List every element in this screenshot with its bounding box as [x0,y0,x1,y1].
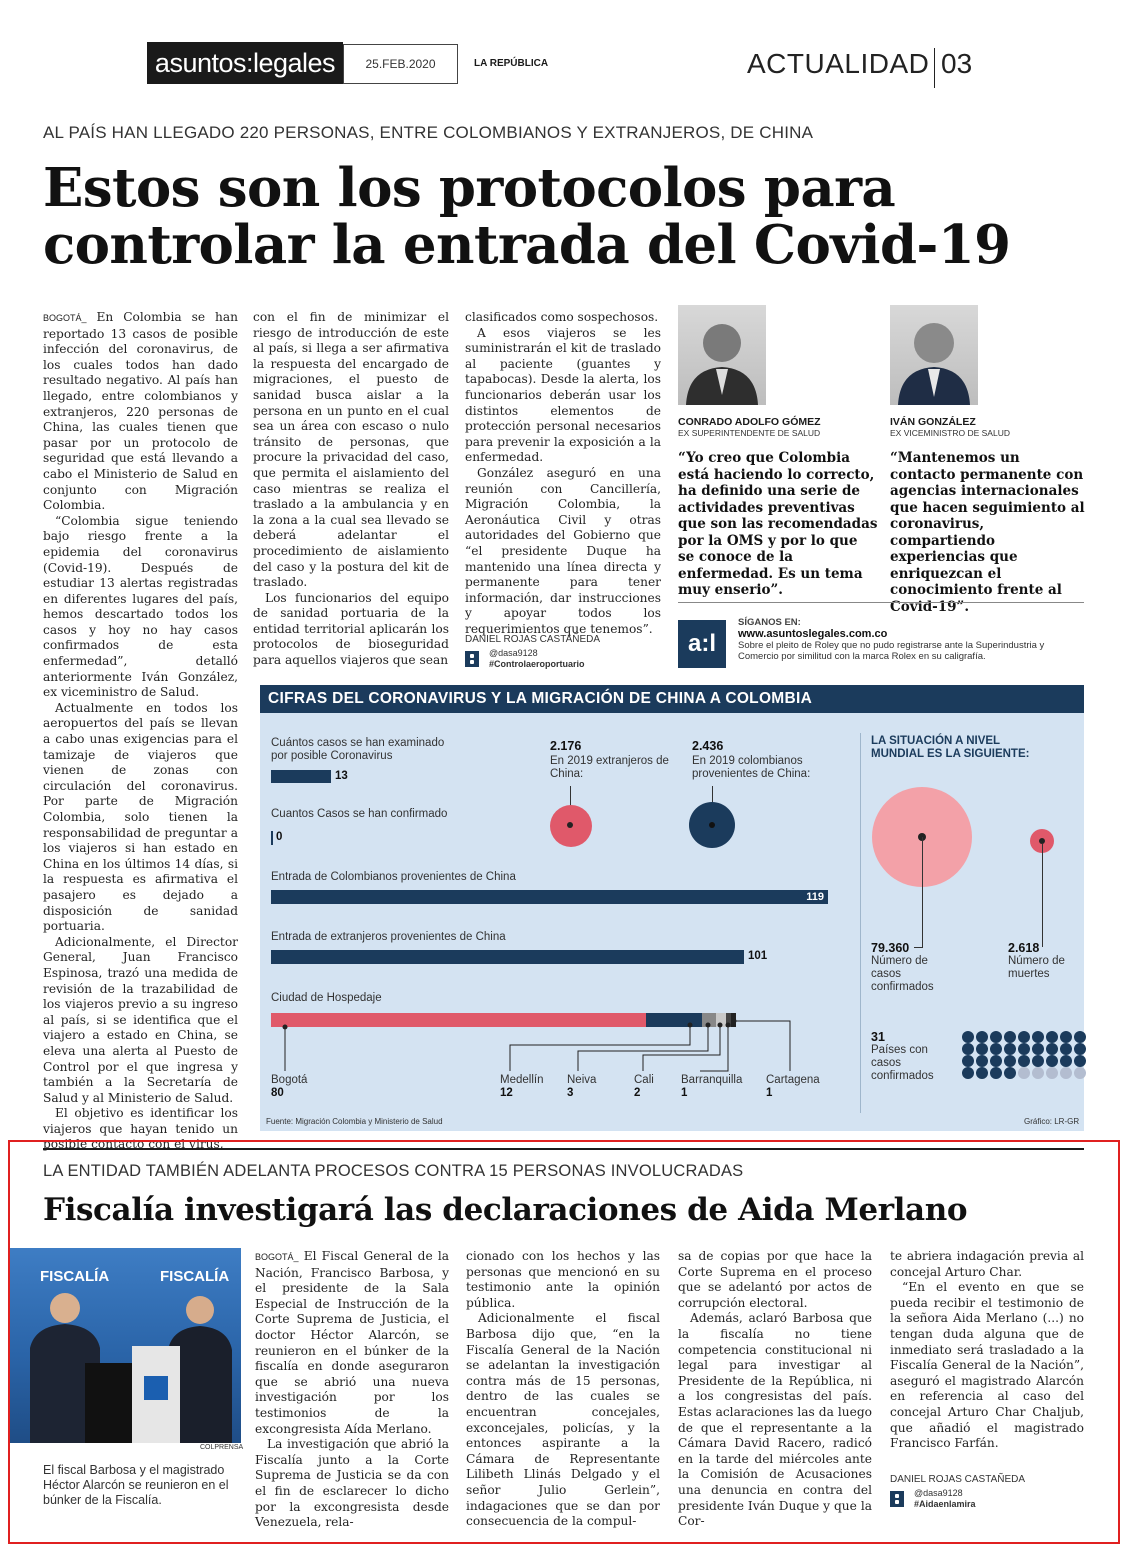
paragraph: El objetivo es identificar los viajeros que hayan tenido un posible contacto con el virus, [43,1106,238,1152]
country-dot [990,1031,1002,1043]
country-dot [990,1055,1002,1067]
paragraph: “En el evento en que se pueda recibir el testimonio de la señora Aida Merlano (...) no tengan duda alguna que de inmediato será trasladado a la Fiscalía General de la Nación”, aseguró el magistrado Alarcón en referencia al caso del concejal Arturo Char Chaljub, que añadió el magistrado Francisco Farfán. [890,1280,1084,1451]
infographic [260,685,1084,1131]
paragraph: clasificados como sospechosos. [465,310,659,324]
twitter-handle: @dasa9128 [489,648,538,658]
world-cases-value: 79.360 [871,941,910,955]
twitter-handle: @dasa9128 [914,1488,963,1498]
publication-name: LA REPÚBLICA [474,58,549,69]
colombians-label: Entrada de Colombianos provenientes de China [271,871,516,883]
foreigners-bar [271,950,744,964]
country-dot [1032,1043,1044,1055]
main-byline-block [465,634,661,670]
paragraph: El Fiscal General de la Nación, Francisco Barbosa, y el presidente de la Sala Especial de Instrucción de la Corte Suprema de Justicia, el doctor Héctor Alarcón, se reunieron en el búnker de la fiscalía en donde aseguraron que se abrió una nueva investigación por los testimonios de la excongresista Aída Merlano. [255,1249,449,1436]
photo-sign: FISCALÍA [160,1268,230,1285]
confirmed-value: 0 [276,831,283,843]
world-title: LA SITUACIÓN A NIVEL MUNDIAL ES LA SIGUIENTE: [871,735,1030,760]
country-dot [1074,1055,1086,1067]
portrait-conrado-gomez [678,305,766,405]
highlight-frame [8,1140,1120,1544]
country-dot [1060,1067,1072,1079]
foreigners-label: Entrada de extranjeros provenientes de China [271,931,506,943]
country-dot [1004,1031,1016,1043]
country-dot [976,1043,988,1055]
paragraph: Adicionalmente, el Director General, Juan Francisco Espinosa, trazó una medida de revisión de la trazabilidad de los viajeros previo a su ingreso al país, si se identifica que el viajero a estado en China, se eleva una alerta al Puesto de Control por el que ingresa y también a la Secretaría de Salud y al Ministerio de Salud. [43,934,238,1105]
paragraph: González aseguró en una reunión con Cancillería, Migración Colombia, la Aeronáutica Civil y otras autoridades del Gobierno que “el presidente Duque ha mantenido una línea directa y permanente para tener información, dar instrucciones y apoyar todos los requerimientos que tenemos”. [465,465,661,636]
country-dot [1060,1031,1072,1043]
quote-1-text: “Yo creo que Colombia está haciendo lo correcto, ha definido una serie de actividades preventivas que son las recomendadas por la OMS y por lo que se conoce de la enfermedad. Es un tema muy enserio”. [678,450,878,598]
country-dot [976,1067,988,1079]
hashtag: #Aidaenlamira [914,1499,976,1509]
main-headline [43,157,1043,276]
examined-bar [271,770,331,783]
country-dot [1018,1043,1030,1055]
paragraph: La investigación que abrió la Fiscalía junto a la Corte Suprema de Justicia se da con el fin de esclarecer lo dicho por la excongresista desde Venezuela, rela- [255,1437,449,1530]
dateline: BOGOTÁ_ [43,313,87,323]
country-dot [962,1043,974,1055]
confirmed-bar [271,831,273,845]
paragraph: A esos viajeros se les suministrarán el kit de traslado al paciente (guantes y tapabocas). Desde la alerta, los funcionarios deberán usar los distintos elementos de protección personal necesarios para prevenir la exposición a la enfermedad. [465,325,661,465]
paragraph: Los funcionarios del equipo de sanidad portuaria de la entidad territorial aplicarán los protocolos de bioseguridad para aquellos viajeros que sean [253,590,449,668]
examined-value: 13 [335,770,348,782]
examined-label: Cuántos casos se han examinado por posible Coronavirus [271,737,445,762]
infographic-source: Fuente: Migración Colombia y Ministerio de Salud [266,1117,443,1126]
country-dot [1032,1067,1044,1079]
main-column-2 [253,310,449,669]
country-dot [976,1055,988,1067]
country-dot [1046,1043,1058,1055]
paragraph: cionado con los hechos y las personas que mencionó en su testimonio ante la opinión pública. [466,1249,660,1310]
country-dot [1032,1031,1044,1043]
world-cases-label: Número de casos confirmados [871,955,934,993]
asuntos-legales-logo: a:l [678,620,726,668]
country-dot [1004,1067,1016,1079]
country-dot [1004,1055,1016,1067]
stat2019-col-label: En 2019 colombianos provenientes de China: [692,755,811,780]
infographic-title: CIFRAS DEL CORONAVIRUS Y LA MIGRACIÓN DE CHINA A COLOMBIA [260,685,1084,713]
quote-1-name: CONRADO ADOLFO GÓMEZ [678,416,821,428]
country-dot [990,1067,1002,1079]
second-kicker: LA ENTIDAD TAMBIÉN ADELANTA PROCESOS CONTRA 15 PERSONAS INVOLUCRADAS [43,1162,744,1180]
byline: DANIEL ROJAS CASTAÑEDA [465,634,601,645]
photo-caption: El fiscal Barbosa y el magistrado Héctor Alarcón se reunieron en el búnker de la Fiscalía. [43,1463,229,1507]
paragraph: con el fin de minimizar el riesgo de introducción de este al país, si llega a ser afirmativa la respuesta del encargado de migraciones, el puesto de sanidad busca aislar a la persona en un punto en el cual sea un área con escaso o nulo tránsito de personas, que procure la privacidad del caso, que permita el aislamiento del caso mientras se realiza el traslado a la ambulancia y en la zona a la cual sea llevado se deberá adelantar el procedimiento de aislamiento del caso y la postura del kit de traslado. [253,310,449,590]
countries-dot-grid [961,1031,1087,1079]
country-dot [1046,1055,1058,1067]
quote-2-name: IVÁN GONZÁLEZ [890,416,976,428]
city-label-neiva: Neiva 3 [567,1074,597,1099]
city-label-bogota: Bogotá 80 [271,1074,308,1099]
main-column-1 [43,310,238,1153]
city-title: Ciudad de Hospedaje [271,992,382,1004]
city-label-medellin: Medellín 12 [500,1074,544,1099]
paragraph: te abriera indagación previa al concejal Arturo Char. [890,1249,1084,1279]
confirmed-label: Cuantos Casos se han confirmado [271,808,448,820]
hashtag: #Controlaeroportuario [489,659,585,669]
world-deaths-value: 2.618 [1008,941,1040,955]
person-portrait-icon [890,305,978,405]
portrait-ivan-gonzalez [890,305,978,405]
country-dot [1018,1067,1030,1079]
main-headline-line2: controlar la entrada del Covid-19 [43,214,1011,276]
city-label-cartagena: Cartagena 1 [766,1074,820,1099]
main-headline-line1: Estos son los protocolos para [43,157,896,219]
country-dot [1074,1043,1086,1055]
paragraph: Actualmente en todos los aeropuertos del país se llevan a cabo unas exigencias para el tamizaje de viajeros que vienen de zonas con circulación del coronavirus. Por parte de Migración Colombia, solo tienen la responsabilidad de preguntar a los viajeros si han estado en China en los últimos 14 días, si la respuesta es afirmativa el pasajero es dejado a disposición de sanidad portuaria. [43,700,238,934]
paragraph: “Colombia sigue teniendo bajo riesgo frente a la epidemia del coronavirus (Covid-19). Después de estudiar 13 alertas registradas en diferentes lugares del país, hemos descartado todos los casos y hoy no hay casos confirmados de esta enfermedad”, detalló anteriormente Iván González, ex viceministro de Salud. [43,513,238,700]
main-kicker: AL PAÍS HAN LLEGADO 220 PERSONAS, ENTRE COLOMBIANOS Y EXTRANJEROS, DE CHINA [43,123,814,142]
stat2019-foreign-value: 2.176 [550,739,582,753]
paragraph: Adicionalmente el fiscal Barbosa dijo que, “en la Fiscalía General de la Nación se adelantan la investigación contra más de 15 personas, dentro de las cuales se encuentran concejales, exconcejales, policías, y la entonces aspirante a la Cámara de Representante Lilibeth Llinás Delgado y el señor Julio Gerlein”, indagaciones que se dan por consecuencia de la compul- [466,1311,660,1529]
dateline: BOGOTÁ_ [255,1252,299,1262]
page-number: 03 [934,48,972,88]
paragraph: sa de copias por que hace la Corte Suprema en el proceso que se adelantó por actos de corrupción electoral. [678,1249,872,1310]
quote-2-role: EX VICEMINISTRO DE SALUD [890,428,1010,438]
country-dot [962,1067,974,1079]
colombians-bar [271,890,828,904]
twitter-icon [465,651,479,667]
country-dot [1060,1055,1072,1067]
country-dot [1004,1043,1016,1055]
city-label-cali: Cali 2 [634,1074,654,1099]
country-dot [962,1031,974,1043]
colombians-value: 119 [806,891,824,903]
follow-label: SÍGANOS EN: [738,617,801,628]
main-column-3 [465,310,661,637]
country-dot [1060,1043,1072,1055]
country-dot [962,1055,974,1067]
countries-value: 31 [871,1030,885,1044]
country-dot [1018,1031,1030,1043]
masthead-logo: asuntos:legales [147,42,343,84]
world-deaths-label: Número de muertes [1008,955,1065,980]
byline: DANIEL ROJAS CASTAÑEDA [890,1474,1026,1485]
country-dot [1032,1055,1044,1067]
country-dot [1046,1031,1058,1043]
city-label-barranquilla: Barranquilla 1 [681,1074,743,1099]
countries-label: Países con casos confirmados [871,1044,934,1082]
country-dot [976,1031,988,1043]
photo-sign: FISCALÍA [40,1268,110,1285]
country-dot [1046,1067,1058,1079]
photo-credit: COLPRENSA [200,1444,244,1451]
quote-2-text: “Mantenemos un contacto permanente con agencias internacionales que hacen seguimiento al coronavirus, compartiendo experiencias que enriquezcan el conocimiento frente al Covid-19”. [890,450,1085,615]
person-portrait-icon [678,305,766,405]
foreigners-value: 101 [748,950,768,962]
follow-text: Sobre el pleito de Roley que no pudo registrarse ante la Superindustria y Comercio por similitud con la marca Rolex en su caligrafía. [738,640,1045,662]
paragraph: En Colombia se han reportado 13 casos de posible infección del coronavirus, de los cuales todos han dado resultado negativo. Al país han llegado, entre colombianos y extranjeros, 220 personas de China, las cuales tienen que pasar por un protocolo de seguridad que está llevando a cabo el Ministerio de Salud en conjunto con Migración Colombia. [43,310,238,513]
website-link[interactable]: www.asuntoslegales.com.co [738,628,888,640]
masthead-date: 25.FEB.2020 [343,44,458,84]
infographic-credit: Gráfico: LR-GR [1024,1117,1080,1126]
city-leader-lines [260,1015,820,1075]
section-title: ACTUALIDAD [747,48,930,79]
country-dot [1074,1067,1086,1079]
paragraph: Además, aclaró Barbosa que la fiscalía no tiene competencia constitucional ni legal para investigar al Presidente de la República, ni a los congresistas del país. Estas aclaraciones las da luego de que el representante a la Cámara David Racero, radicó en la tarde del miércoles ante la Comisión de Acusaciones una denuncia en contra del presidente Iván Duque y que la Cor- [678,1311,872,1529]
country-dot [990,1043,1002,1055]
country-dot [1074,1031,1086,1043]
stat2019-foreign-label: En 2019 extranjeros de China: [550,755,669,780]
country-dot [1018,1055,1030,1067]
stat2019-col-value: 2.436 [692,739,724,753]
quote-1-role: EX SUPERINTENDENTE DE SALUD [678,428,821,438]
second-headline: Fiscalía investigará las declaraciones de Aida Merlano [43,1192,968,1228]
